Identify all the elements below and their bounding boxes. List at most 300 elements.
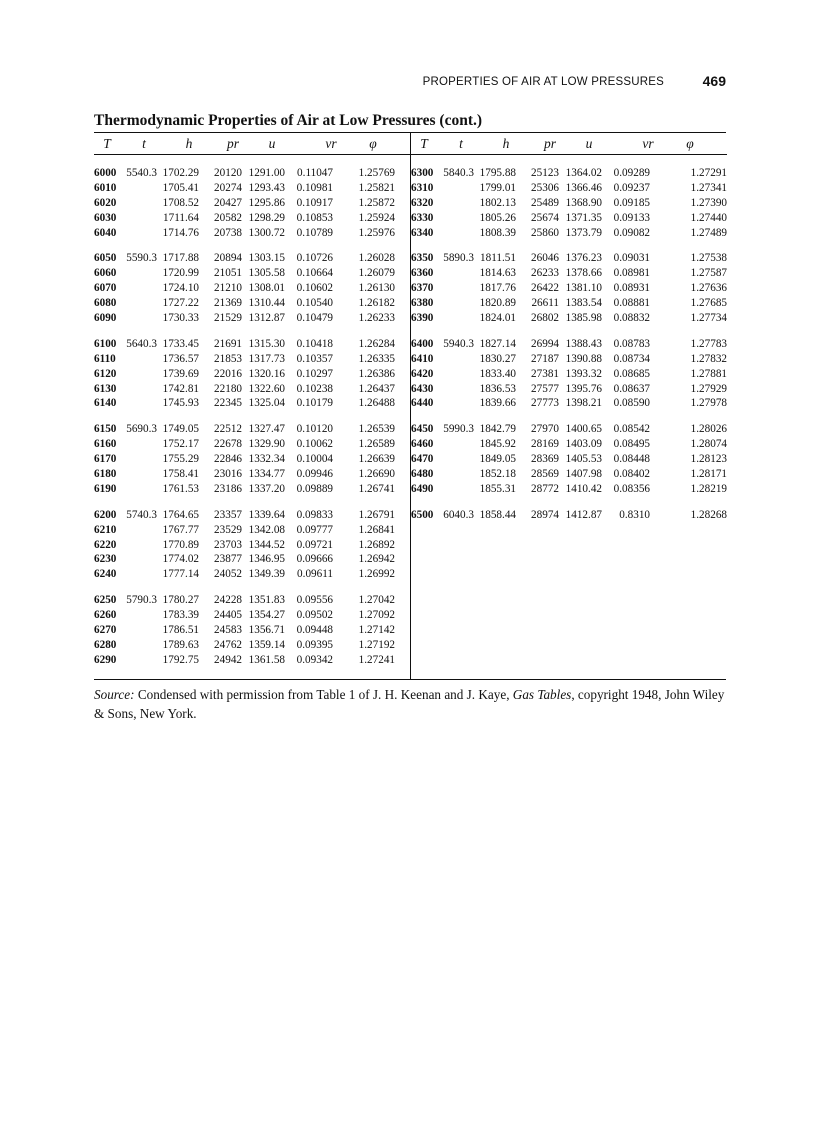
cell-entropy-phi: 1.27440 bbox=[690, 211, 727, 224]
cell-internal-energy: 1334.77 bbox=[248, 468, 285, 481]
row-group bbox=[94, 240, 410, 325]
header-rel-volume bbox=[636, 136, 660, 152]
cell-enthalpy: 1739.69 bbox=[162, 367, 199, 380]
row-group bbox=[94, 497, 410, 582]
cell-rel-pressure: 23016 bbox=[214, 468, 242, 481]
table-row bbox=[411, 211, 727, 226]
cell-internal-energy: 1373.79 bbox=[565, 226, 602, 239]
cell-rel-volume: 0.10120 bbox=[296, 423, 333, 436]
table-row bbox=[411, 482, 727, 497]
table-right-half bbox=[411, 133, 727, 523]
cell-rel-volume: 0.10540 bbox=[296, 297, 333, 310]
cell-temp-r: 6430 bbox=[411, 382, 434, 395]
cell-rel-pressure: 27773 bbox=[531, 397, 559, 410]
cell-internal-energy: 1322.60 bbox=[248, 382, 285, 395]
header-temp-r: T bbox=[103, 136, 111, 151]
cell-rel-volume: 0.08495 bbox=[613, 438, 650, 451]
cell-rel-volume: 0.09185 bbox=[613, 196, 650, 209]
cell-rel-pressure: 25123 bbox=[531, 167, 559, 179]
cell-temp-r: 6000 bbox=[94, 167, 117, 179]
header-temp-r: T bbox=[420, 136, 428, 151]
cell-temp-f: 5890.3 bbox=[443, 252, 474, 265]
table-row bbox=[411, 352, 727, 367]
cell-internal-energy: 1393.32 bbox=[565, 367, 602, 380]
cell-rel-volume: 0.09082 bbox=[613, 226, 650, 239]
cell-entropy-phi: 1.27587 bbox=[690, 267, 727, 280]
cell-rel-volume: 0.10789 bbox=[296, 226, 333, 239]
table-left-half bbox=[94, 133, 410, 668]
cell-rel-volume: 0.09448 bbox=[296, 624, 333, 637]
cell-entropy-phi: 1.26437 bbox=[358, 382, 395, 395]
cell-rel-volume: 0.10357 bbox=[296, 352, 333, 365]
cell-rel-volume: 0.08981 bbox=[613, 267, 650, 280]
cell-enthalpy: 1845.92 bbox=[479, 438, 516, 451]
cell-temp-f: 5740.3 bbox=[126, 508, 157, 521]
cell-temp-r: 6350 bbox=[411, 252, 434, 265]
cell-internal-energy: 1364.02 bbox=[565, 167, 602, 179]
cell-enthalpy: 1849.05 bbox=[479, 453, 516, 466]
cell-entropy-phi: 1.26539 bbox=[358, 423, 395, 436]
cell-temp-r: 6020 bbox=[94, 196, 117, 209]
cell-rel-pressure: 22345 bbox=[214, 397, 242, 410]
header-rel-pressure-text: pr bbox=[543, 136, 556, 151]
cell-rel-volume: 0.11047 bbox=[297, 167, 333, 179]
cell-rel-pressure: 22678 bbox=[214, 438, 242, 451]
cell-temp-r: 6170 bbox=[94, 453, 117, 466]
cell-entropy-phi: 1.26284 bbox=[358, 337, 395, 350]
cell-temp-r: 6130 bbox=[94, 382, 117, 395]
table-header-right bbox=[411, 133, 727, 155]
cell-enthalpy: 1749.05 bbox=[162, 423, 199, 436]
cell-internal-energy: 1403.09 bbox=[565, 438, 602, 451]
cell-entropy-phi: 1.26130 bbox=[358, 282, 395, 295]
table-row bbox=[411, 281, 727, 296]
cell-rel-pressure: 23703 bbox=[214, 538, 242, 551]
cell-rel-volume: 0.09666 bbox=[296, 553, 333, 566]
cell-rel-volume: 0.10917 bbox=[296, 196, 333, 209]
properties-table bbox=[94, 132, 726, 680]
table-row bbox=[411, 422, 727, 437]
cell-internal-energy: 1412.87 bbox=[565, 508, 602, 521]
cell-rel-pressure: 26422 bbox=[531, 282, 559, 295]
table-row bbox=[411, 181, 727, 196]
cell-entropy-phi: 1.27192 bbox=[358, 638, 395, 651]
cell-enthalpy: 1730.33 bbox=[162, 312, 199, 325]
cell-entropy-phi: 1.26639 bbox=[358, 453, 395, 466]
cell-rel-pressure: 21853 bbox=[214, 352, 242, 365]
cell-temp-r: 6080 bbox=[94, 297, 117, 310]
cell-enthalpy: 1786.51 bbox=[162, 624, 199, 637]
cell-internal-energy: 1359.14 bbox=[248, 638, 285, 651]
cell-enthalpy: 1830.27 bbox=[479, 352, 516, 365]
header-rel-volume-text: vr bbox=[325, 136, 337, 151]
cell-internal-energy: 1327.47 bbox=[248, 423, 285, 436]
table-row bbox=[94, 352, 410, 367]
cell-internal-energy: 1376.23 bbox=[565, 252, 602, 265]
row-group bbox=[94, 155, 410, 240]
cell-rel-volume: 0.09395 bbox=[296, 638, 333, 651]
cell-enthalpy: 1720.99 bbox=[162, 267, 199, 280]
cell-enthalpy: 1777.14 bbox=[162, 568, 199, 581]
table-row bbox=[94, 608, 410, 623]
cell-rel-pressure: 28974 bbox=[531, 508, 559, 521]
cell-rel-pressure: 27970 bbox=[531, 423, 559, 436]
table-row bbox=[94, 523, 410, 538]
cell-enthalpy: 1802.13 bbox=[479, 196, 516, 209]
cell-rel-pressure: 20274 bbox=[214, 181, 242, 194]
cell-temp-r: 6470 bbox=[411, 453, 434, 466]
cell-entropy-phi: 1.26690 bbox=[358, 468, 395, 481]
cell-rel-volume: 0.08685 bbox=[613, 367, 650, 380]
cell-internal-energy: 1381.10 bbox=[565, 282, 602, 295]
cell-rel-volume: 0.09342 bbox=[296, 653, 333, 666]
cell-enthalpy: 1836.53 bbox=[479, 382, 516, 395]
cell-enthalpy: 1852.18 bbox=[479, 468, 516, 481]
cell-temp-r: 6250 bbox=[94, 594, 117, 607]
cell-entropy-phi: 1.25924 bbox=[358, 211, 395, 224]
cell-temp-r: 6310 bbox=[411, 181, 434, 194]
cell-rel-pressure: 20894 bbox=[214, 252, 242, 265]
source-label: Source: bbox=[94, 687, 135, 702]
cell-rel-pressure: 23186 bbox=[214, 482, 242, 495]
cell-rel-volume: 0.08402 bbox=[613, 468, 650, 481]
cell-rel-volume: 0.09833 bbox=[296, 508, 333, 521]
cell-entropy-phi: 1.27291 bbox=[690, 167, 727, 179]
cell-enthalpy: 1770.89 bbox=[162, 538, 199, 551]
cell-entropy-phi: 1.27929 bbox=[690, 382, 727, 395]
cell-rel-volume: 0.08931 bbox=[613, 282, 650, 295]
cell-internal-energy: 1371.35 bbox=[565, 211, 602, 224]
cell-rel-pressure: 28369 bbox=[531, 453, 559, 466]
cell-entropy-phi: 1.26791 bbox=[358, 508, 395, 521]
cell-rel-volume: 0.08590 bbox=[613, 397, 650, 410]
table-title: Thermodynamic Properties of Air at Low Pressures (cont.) bbox=[94, 112, 483, 129]
table-row bbox=[94, 166, 410, 181]
cell-internal-energy: 1332.34 bbox=[248, 453, 285, 466]
table-row bbox=[411, 367, 727, 382]
cell-enthalpy: 1789.63 bbox=[162, 638, 199, 651]
cell-internal-energy: 1349.39 bbox=[248, 568, 285, 581]
cell-rel-volume: 0.08542 bbox=[613, 423, 650, 436]
cell-enthalpy: 1833.40 bbox=[479, 367, 516, 380]
header-temp-f: t bbox=[142, 136, 146, 151]
cell-rel-pressure: 20120 bbox=[214, 167, 242, 179]
cell-temp-f: 5590.3 bbox=[126, 252, 157, 265]
cell-internal-energy: 1398.21 bbox=[565, 397, 602, 410]
cell-entropy-phi: 1.27489 bbox=[690, 226, 727, 239]
cell-enthalpy: 1736.57 bbox=[162, 352, 199, 365]
header-entropy-phi: φ bbox=[369, 136, 377, 151]
table-row bbox=[94, 181, 410, 196]
cell-enthalpy: 1711.64 bbox=[163, 211, 199, 224]
cell-temp-r: 6220 bbox=[94, 538, 117, 551]
cell-entropy-phi: 1.27783 bbox=[690, 337, 727, 350]
cell-rel-pressure: 23877 bbox=[214, 553, 242, 566]
cell-internal-energy: 1356.71 bbox=[248, 624, 285, 637]
cell-enthalpy: 1708.52 bbox=[162, 196, 199, 209]
cell-internal-energy: 1329.90 bbox=[248, 438, 285, 451]
cell-enthalpy: 1702.29 bbox=[162, 167, 199, 179]
cell-temp-f: 5690.3 bbox=[126, 423, 157, 436]
cell-enthalpy: 1767.77 bbox=[162, 523, 199, 536]
cell-rel-pressure: 21529 bbox=[214, 312, 242, 325]
row-group bbox=[411, 497, 727, 523]
cell-entropy-phi: 1.27092 bbox=[358, 609, 395, 622]
row-group bbox=[411, 155, 727, 240]
cell-entropy-phi: 1.28123 bbox=[690, 453, 727, 466]
cell-rel-volume: 0.09502 bbox=[296, 609, 333, 622]
cell-rel-volume: 0.09946 bbox=[296, 468, 333, 481]
table-row bbox=[94, 538, 410, 553]
cell-temp-f: 5640.3 bbox=[126, 337, 157, 350]
cell-internal-energy: 1293.43 bbox=[248, 181, 285, 194]
cell-temp-f: 6040.3 bbox=[443, 508, 474, 521]
cell-rel-pressure: 21691 bbox=[214, 337, 242, 350]
cell-entropy-phi: 1.27636 bbox=[690, 282, 727, 295]
cell-enthalpy: 1742.81 bbox=[162, 382, 199, 395]
cell-rel-volume: 0.10418 bbox=[296, 337, 333, 350]
cell-temp-r: 6300 bbox=[411, 167, 434, 179]
cell-internal-energy: 1325.04 bbox=[248, 397, 285, 410]
cell-rel-pressure: 23357 bbox=[214, 508, 242, 521]
cell-rel-pressure: 26611 bbox=[531, 297, 559, 310]
cell-temp-f: 5990.3 bbox=[443, 423, 474, 436]
cell-entropy-phi: 1.27881 bbox=[690, 367, 727, 380]
cell-enthalpy: 1717.88 bbox=[162, 252, 199, 265]
source-book-title: Gas Tables bbox=[512, 687, 572, 702]
cell-entropy-phi: 1.27042 bbox=[358, 594, 395, 607]
table-row bbox=[411, 337, 727, 352]
cell-rel-volume: 0.8310 bbox=[619, 508, 650, 521]
cell-rel-volume: 0.09611 bbox=[297, 568, 333, 581]
cell-rel-pressure: 28569 bbox=[531, 468, 559, 481]
cell-enthalpy: 1855.31 bbox=[479, 482, 516, 495]
cell-rel-pressure: 24583 bbox=[214, 624, 242, 637]
cell-rel-pressure: 20738 bbox=[214, 226, 242, 239]
cell-rel-volume: 0.10981 bbox=[296, 181, 333, 194]
cell-internal-energy: 1342.08 bbox=[248, 523, 285, 536]
cell-entropy-phi: 1.26892 bbox=[358, 538, 395, 551]
cell-enthalpy: 1714.76 bbox=[162, 226, 199, 239]
cell-internal-energy: 1395.76 bbox=[565, 382, 602, 395]
cell-internal-energy: 1383.54 bbox=[565, 297, 602, 310]
cell-entropy-phi: 1.28219 bbox=[690, 482, 727, 495]
cell-enthalpy: 1792.75 bbox=[162, 653, 199, 666]
cell-internal-energy: 1310.44 bbox=[248, 297, 285, 310]
cell-temp-r: 6490 bbox=[411, 482, 434, 495]
cell-internal-energy: 1312.87 bbox=[248, 312, 285, 325]
cell-internal-energy: 1390.88 bbox=[565, 352, 602, 365]
table-row bbox=[411, 437, 727, 452]
table-row bbox=[94, 508, 410, 523]
cell-internal-energy: 1298.29 bbox=[248, 211, 285, 224]
row-group bbox=[94, 411, 410, 496]
cell-temp-f: 5940.3 bbox=[443, 337, 474, 350]
cell-temp-r: 6500 bbox=[411, 508, 434, 521]
cell-temp-r: 6370 bbox=[411, 282, 434, 295]
cell-entropy-phi: 1.27341 bbox=[690, 181, 727, 194]
cell-temp-r: 6460 bbox=[411, 438, 434, 451]
cell-entropy-phi: 1.27832 bbox=[690, 352, 727, 365]
table-header-left bbox=[94, 133, 410, 155]
header-internal-energy: u bbox=[268, 136, 276, 151]
header-temp-f: t bbox=[459, 136, 463, 151]
table-row bbox=[94, 296, 410, 311]
cell-rel-pressure: 22512 bbox=[214, 423, 242, 436]
cell-temp-r: 6260 bbox=[94, 609, 117, 622]
cell-rel-volume: 0.10297 bbox=[296, 367, 333, 380]
table-row bbox=[411, 382, 727, 397]
cell-temp-r: 6100 bbox=[94, 337, 117, 350]
cell-temp-r: 6210 bbox=[94, 523, 117, 536]
cell-entropy-phi: 1.26841 bbox=[358, 523, 395, 536]
cell-entropy-phi: 1.26386 bbox=[358, 367, 395, 380]
cell-entropy-phi: 1.25769 bbox=[358, 167, 395, 179]
table-row bbox=[94, 467, 410, 482]
cell-temp-r: 6070 bbox=[94, 282, 117, 295]
cell-enthalpy: 1839.66 bbox=[479, 397, 516, 410]
table-row bbox=[411, 396, 727, 411]
cell-internal-energy: 1337.20 bbox=[248, 482, 285, 495]
cell-rel-volume: 0.09777 bbox=[296, 523, 333, 536]
source-text-1: Condensed with permission from Table 1 of J. H. Keenan and J. Kaye, bbox=[134, 687, 513, 702]
cell-enthalpy: 1774.02 bbox=[162, 553, 199, 566]
cell-rel-pressure: 23529 bbox=[214, 523, 242, 536]
cell-rel-pressure: 26802 bbox=[531, 312, 559, 325]
cell-internal-energy: 1308.01 bbox=[248, 282, 285, 295]
table-row bbox=[94, 623, 410, 638]
cell-rel-pressure: 27381 bbox=[531, 367, 559, 380]
table-row bbox=[411, 508, 727, 523]
table-row bbox=[411, 296, 727, 311]
cell-rel-volume: 0.08356 bbox=[613, 482, 650, 495]
cell-entropy-phi: 1.27734 bbox=[690, 312, 727, 325]
cell-enthalpy: 1764.65 bbox=[162, 508, 199, 521]
cell-temp-r: 6330 bbox=[411, 211, 434, 224]
cell-enthalpy: 1795.88 bbox=[479, 167, 516, 179]
cell-rel-pressure: 21369 bbox=[214, 297, 242, 310]
cell-temp-r: 6040 bbox=[94, 226, 117, 239]
cell-internal-energy: 1400.65 bbox=[565, 423, 602, 436]
cell-rel-volume: 0.10853 bbox=[296, 211, 333, 224]
cell-enthalpy: 1724.10 bbox=[162, 282, 199, 295]
table-row bbox=[94, 452, 410, 467]
cell-enthalpy: 1805.26 bbox=[479, 211, 516, 224]
cell-internal-energy: 1405.53 bbox=[565, 453, 602, 466]
cell-rel-pressure: 27187 bbox=[531, 352, 559, 365]
cell-rel-volume: 0.10062 bbox=[296, 438, 333, 451]
cell-rel-volume: 0.10238 bbox=[296, 382, 333, 395]
cell-internal-energy: 1305.58 bbox=[248, 267, 285, 280]
cell-temp-r: 6420 bbox=[411, 367, 434, 380]
cell-internal-energy: 1315.30 bbox=[248, 337, 285, 350]
cell-entropy-phi: 1.25976 bbox=[358, 226, 395, 239]
cell-temp-r: 6150 bbox=[94, 423, 117, 436]
cell-entropy-phi: 1.26233 bbox=[358, 312, 395, 325]
cell-rel-pressure: 25860 bbox=[531, 226, 559, 239]
cell-rel-pressure: 24942 bbox=[214, 653, 242, 666]
cell-rel-pressure: 24228 bbox=[214, 594, 242, 607]
cell-rel-volume: 0.09721 bbox=[296, 538, 333, 551]
cell-rel-volume: 0.10179 bbox=[296, 397, 333, 410]
table-row bbox=[411, 166, 727, 181]
cell-entropy-phi: 1.28268 bbox=[690, 508, 727, 521]
table-row bbox=[411, 311, 727, 326]
cell-rel-volume: 0.08783 bbox=[613, 337, 650, 350]
cell-temp-r: 6180 bbox=[94, 468, 117, 481]
cell-rel-volume: 0.10602 bbox=[296, 282, 333, 295]
cell-temp-r: 6010 bbox=[94, 181, 117, 194]
cell-enthalpy: 1745.93 bbox=[162, 397, 199, 410]
cell-internal-energy: 1385.98 bbox=[565, 312, 602, 325]
cell-temp-r: 6440 bbox=[411, 397, 434, 410]
cell-rel-volume: 0.08881 bbox=[613, 297, 650, 310]
header-rel-pressure-text: pr bbox=[226, 136, 239, 151]
cell-entropy-phi: 1.26992 bbox=[358, 568, 395, 581]
cell-temp-r: 6060 bbox=[94, 267, 117, 280]
header-rel-volume-text: vr bbox=[642, 136, 654, 151]
cell-temp-r: 6160 bbox=[94, 438, 117, 451]
cell-entropy-phi: 1.27142 bbox=[358, 624, 395, 637]
cell-rel-pressure: 27577 bbox=[531, 382, 559, 395]
cell-internal-energy: 1368.90 bbox=[565, 196, 602, 209]
cell-temp-r: 6120 bbox=[94, 367, 117, 380]
cell-internal-energy: 1295.86 bbox=[248, 196, 285, 209]
table-row bbox=[94, 281, 410, 296]
cell-internal-energy: 1303.15 bbox=[248, 252, 285, 265]
cell-rel-pressure: 22846 bbox=[214, 453, 242, 466]
cell-enthalpy: 1858.44 bbox=[479, 508, 516, 521]
cell-entropy-phi: 1.26335 bbox=[358, 352, 395, 365]
cell-rel-pressure: 21210 bbox=[214, 282, 242, 295]
table-row bbox=[94, 422, 410, 437]
cell-internal-energy: 1346.95 bbox=[248, 553, 285, 566]
cell-temp-r: 6380 bbox=[411, 297, 434, 310]
cell-enthalpy: 1827.14 bbox=[479, 337, 516, 350]
row-group bbox=[411, 411, 727, 496]
table-row bbox=[94, 482, 410, 497]
cell-rel-pressure: 20427 bbox=[214, 196, 242, 209]
cell-rel-pressure: 22180 bbox=[214, 382, 242, 395]
cell-rel-volume: 0.10004 bbox=[296, 453, 333, 466]
table-row bbox=[411, 196, 727, 211]
cell-entropy-phi: 1.26942 bbox=[358, 553, 395, 566]
cell-internal-energy: 1410.42 bbox=[565, 482, 602, 495]
cell-entropy-phi: 1.26488 bbox=[358, 397, 395, 410]
cell-enthalpy: 1755.29 bbox=[162, 453, 199, 466]
cell-rel-volume: 0.08832 bbox=[613, 312, 650, 325]
cell-internal-energy: 1378.66 bbox=[565, 267, 602, 280]
table-row bbox=[94, 337, 410, 352]
cell-rel-volume: 0.08734 bbox=[613, 352, 650, 365]
cell-rel-volume: 0.10726 bbox=[296, 252, 333, 265]
cell-rel-pressure: 24762 bbox=[214, 638, 242, 651]
table-row bbox=[411, 226, 727, 241]
cell-temp-r: 6030 bbox=[94, 211, 117, 224]
source-text-2: , copyright 1948, John Wiley & Sons, New York. bbox=[94, 687, 725, 721]
cell-temp-r: 6400 bbox=[411, 337, 434, 350]
table-row bbox=[94, 266, 410, 281]
table-row bbox=[94, 251, 410, 266]
cell-internal-energy: 1339.64 bbox=[248, 508, 285, 521]
header-rel-pressure bbox=[221, 136, 245, 152]
cell-temp-r: 6410 bbox=[411, 352, 434, 365]
table-row bbox=[94, 638, 410, 653]
cell-temp-r: 6320 bbox=[411, 196, 434, 209]
cell-entropy-phi: 1.25872 bbox=[358, 196, 395, 209]
table-row bbox=[411, 266, 727, 281]
cell-rel-pressure: 25306 bbox=[531, 181, 559, 194]
